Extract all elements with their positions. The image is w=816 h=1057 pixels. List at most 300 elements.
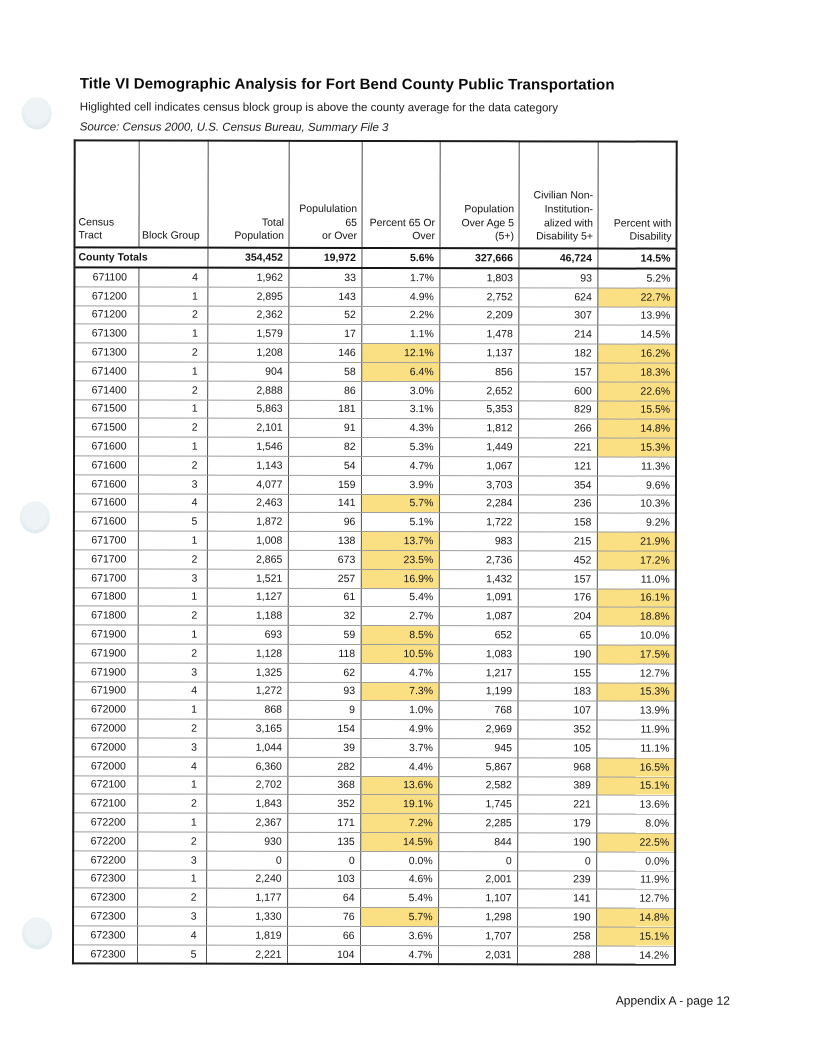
cell-census-tract: 671600 [74,437,138,456]
cell-census-tract: 671800 [74,587,138,606]
cell-total-population: 6,360 [206,757,287,776]
cell-census-tract: 671700 [74,569,138,588]
cell-census-tract: 671500 [74,418,138,437]
cell-percent-disability: 13.9% [596,701,675,720]
cell-block-group: 1 [137,700,206,719]
cell-population-65-over: 103 [287,870,360,889]
cell-block-group: 4 [137,757,206,776]
cell-percent-65-over: 5.4% [361,588,439,607]
totals-total-population: 354,452 [207,248,288,268]
cell-block-group: 3 [138,475,207,494]
cell-civilian-disability: 221 [518,438,597,457]
cell-civilian-disability: 452 [518,551,597,570]
cell-block-group: 2 [138,381,207,400]
cell-percent-disability: 13.6% [596,795,675,814]
cell-civilian-disability: 307 [518,306,597,325]
cell-block-group: 3 [137,851,206,870]
cell-civilian-disability: 121 [518,457,597,476]
cell-block-group: 2 [137,719,206,738]
cell-population-65-over: 141 [288,494,361,513]
cell-total-population: 1,128 [207,644,288,663]
cell-percent-65-over: 6.4% [361,362,439,381]
cell-percent-disability: 0.0% [596,852,675,871]
cell-population-65-over: 17 [288,325,361,344]
cell-population-65-over: 368 [287,776,360,795]
cell-block-group: 2 [138,456,207,475]
cell-block-group: 4 [138,682,207,701]
cell-percent-disability: 12.7% [597,664,676,683]
cell-percent-65-over: 19.1% [360,795,438,814]
cell-total-population: 4,077 [207,475,288,494]
cell-civilian-disability: 288 [517,946,596,965]
cell-population-over-age-5: 2,284 [439,494,518,513]
cell-population-65-over: 52 [288,306,361,325]
cell-block-group: 1 [138,287,207,306]
cell-civilian-disability: 352 [517,720,596,739]
cell-total-population: 2,240 [206,870,287,889]
cell-population-65-over: 82 [288,438,361,457]
cell-census-tract: 671600 [74,456,138,475]
cell-percent-65-over: 5.7% [360,908,438,927]
cell-population-65-over: 146 [288,344,361,363]
table-row [74,381,676,401]
totals-civilian-disability: 46,724 [518,248,597,268]
source-citation: Source: Census 2000, U.S. Census Bureau, Summary File 3 [79,121,389,135]
cell-block-group: 1 [138,362,207,381]
cell-block-group: 1 [138,437,207,456]
cell-total-population: 1,872 [207,513,288,532]
cell-census-tract: 671400 [74,381,138,400]
cell-total-population: 1,546 [207,437,288,456]
cell-percent-65-over: 4.9% [361,287,439,306]
table-row [73,794,675,814]
cell-civilian-disability: 65 [518,626,597,645]
cell-percent-disability: 18.8% [597,607,676,626]
cell-population-65-over: 257 [288,569,361,588]
hole-punch [22,917,52,949]
cell-civilian-disability: 389 [517,776,596,795]
cell-population-over-age-5: 2,001 [438,870,517,889]
cell-census-tract: 671700 [74,550,138,569]
cell-percent-65-over: 1.7% [361,268,439,287]
column-header-census-tract: Census Tract [74,140,138,247]
cell-census-tract: 671700 [74,531,138,550]
cell-total-population: 1,272 [207,682,288,701]
table-row [74,625,676,645]
table-row [73,738,675,758]
cell-block-group: 2 [138,418,207,437]
cell-census-tract: 672200 [73,832,137,851]
cell-population-65-over: 91 [288,419,361,438]
table-row [74,343,676,363]
highlight-legend-note: Higlighted cell indicates census block group is above the county average for the data category [79,101,558,115]
cell-census-tract: 671900 [74,625,138,644]
cell-percent-65-over: 5.4% [360,889,438,908]
cell-percent-65-over: 0.0% [360,851,438,870]
cell-total-population: 2,362 [207,306,288,325]
table-row [73,832,675,852]
cell-total-population: 2,895 [207,287,288,306]
cell-population-over-age-5: 2,652 [439,381,518,400]
table-row [73,719,675,739]
cell-percent-65-over: 3.1% [361,400,439,419]
table-row [74,531,676,551]
cell-population-65-over: 143 [288,287,361,306]
cell-total-population: 1,325 [207,663,288,682]
table-row [73,926,675,946]
cell-percent-disability: 14.8% [596,908,675,927]
cell-percent-disability: 11.0% [597,570,676,589]
table-row [74,644,676,664]
cell-population-over-age-5: 768 [438,701,517,720]
cell-population-65-over: 62 [288,663,361,682]
cell-population-over-age-5: 1,137 [439,344,518,363]
cell-block-group: 2 [138,550,207,569]
cell-civilian-disability: 183 [518,682,597,701]
cell-census-tract: 671500 [74,399,138,418]
cell-census-tract: 672200 [73,851,137,870]
cell-percent-disability: 15.5% [597,401,676,420]
cell-percent-disability: 15.3% [597,683,676,702]
cell-total-population: 1,188 [207,607,288,626]
cell-population-over-age-5: 1,107 [438,889,517,908]
cell-percent-disability: 11.3% [597,457,676,476]
cell-total-population: 3,165 [206,719,287,738]
cell-census-tract: 672300 [73,945,137,964]
cell-total-population: 1,127 [207,588,288,607]
cell-civilian-disability: 182 [518,344,597,363]
cell-total-population: 1,330 [206,907,287,926]
cell-percent-disability: 17.2% [597,551,676,570]
cell-total-population: 1,843 [206,794,287,813]
cell-percent-65-over: 8.5% [361,626,439,645]
cell-civilian-disability: 0 [517,852,596,871]
cell-population-over-age-5: 983 [439,532,518,551]
cell-population-65-over: 59 [288,625,361,644]
cell-civilian-disability: 157 [518,570,597,589]
cell-percent-65-over: 3.0% [361,381,439,400]
cell-census-tract: 671300 [74,343,138,362]
table-row [73,851,675,871]
cell-percent-disability: 11.1% [596,739,675,758]
cell-population-65-over: 32 [288,607,361,626]
table-row [74,475,676,495]
cell-percent-65-over: 2.7% [361,607,439,626]
column-header-population-over-age-5: Population Over Age 5 (5+) [439,141,518,248]
cell-census-tract: 671200 [74,287,138,306]
cell-percent-disability: 18.3% [597,363,676,382]
cell-census-tract: 672200 [73,813,137,832]
totals-population-65-over: 19,972 [288,248,361,268]
cell-civilian-disability: 105 [517,739,596,758]
cell-population-over-age-5: 1,707 [438,927,517,946]
totals-population-over-age-5: 327,666 [439,248,518,268]
cell-population-over-age-5: 1,722 [439,513,518,532]
cell-population-65-over: 282 [287,757,360,776]
cell-population-65-over: 61 [288,588,361,607]
cell-percent-65-over: 16.9% [361,569,439,588]
cell-census-tract: 672100 [73,794,137,813]
cell-civilian-disability: 93 [518,268,597,287]
county-totals-label: County Totals [74,247,207,267]
cell-census-tract: 672300 [73,907,137,926]
cell-block-group: 1 [137,813,206,832]
cell-civilian-disability: 236 [518,494,597,513]
cell-civilian-disability: 266 [518,419,597,438]
cell-census-tract: 671800 [74,606,138,625]
table-row [74,418,676,438]
cell-population-over-age-5: 2,285 [438,814,517,833]
cell-percent-disability: 9.6% [597,476,676,495]
cell-population-over-age-5: 1,449 [439,438,518,457]
cell-census-tract: 671200 [74,305,138,324]
cell-population-65-over: 39 [287,738,360,757]
table-row [74,606,676,626]
cell-population-65-over: 138 [288,531,361,550]
cell-census-tract: 672000 [73,738,137,757]
cell-civilian-disability: 107 [517,701,596,720]
cell-percent-65-over: 13.6% [360,776,438,795]
cell-civilian-disability: 258 [517,927,596,946]
cell-population-over-age-5: 3,703 [439,475,518,494]
cell-percent-disability: 17.5% [597,645,676,664]
cell-total-population: 2,221 [206,945,287,964]
cell-civilian-disability: 155 [518,664,597,683]
table-row [73,757,675,777]
cell-population-over-age-5: 945 [438,739,517,758]
cell-population-over-age-5: 2,582 [438,776,517,795]
page-title: Title VI Demographic Analysis for Fort Bend County Public Transportation [79,75,615,94]
cell-civilian-disability: 239 [517,870,596,889]
cell-population-65-over: 118 [288,644,361,663]
cell-civilian-disability: 157 [518,363,597,382]
cell-census-tract: 671100 [74,267,138,286]
cell-civilian-disability: 204 [518,607,597,626]
cell-total-population: 2,101 [207,419,288,438]
cell-total-population: 1,008 [207,531,288,550]
cell-block-group: 2 [138,606,207,625]
cell-percent-disability: 10.3% [597,495,676,514]
cell-civilian-disability: 600 [518,382,597,401]
table-row [74,493,676,513]
cell-total-population: 1,962 [207,268,288,287]
cell-block-group: 2 [137,794,206,813]
column-header-total-population: Total Population [207,141,288,248]
cell-percent-65-over: 14.5% [360,832,438,851]
cell-block-group: 3 [137,907,206,926]
cell-population-65-over: 352 [287,795,360,814]
cell-total-population: 1,177 [206,888,287,907]
cell-population-over-age-5: 1,217 [439,663,518,682]
cell-civilian-disability: 221 [517,795,596,814]
cell-population-over-age-5: 0 [438,851,517,870]
cell-percent-disability: 16.5% [596,758,675,777]
cell-percent-65-over: 5.1% [361,513,439,532]
cell-total-population: 1,521 [207,569,288,588]
cell-population-65-over: 135 [287,832,360,851]
cell-civilian-disability: 215 [518,532,597,551]
cell-population-over-age-5: 2,969 [438,720,517,739]
table-row [74,550,676,570]
table-row [73,869,675,889]
cell-percent-disability: 21.9% [597,532,676,551]
table-row [74,362,676,382]
cell-percent-65-over: 4.9% [360,720,438,739]
cell-block-group: 3 [137,738,206,757]
cell-population-65-over: 76 [287,907,360,926]
cell-population-65-over: 96 [288,513,361,532]
cell-total-population: 0 [206,851,287,870]
cell-population-over-age-5: 1,745 [438,795,517,814]
cell-population-65-over: 0 [287,851,360,870]
hole-punch [22,97,52,129]
cell-civilian-disability: 190 [517,908,596,927]
cell-census-tract: 671600 [74,475,138,494]
cell-population-65-over: 64 [287,889,360,908]
cell-census-tract: 671300 [74,324,138,343]
cell-percent-65-over: 1.0% [360,701,438,720]
cell-percent-65-over: 4.6% [360,870,438,889]
cell-percent-disability: 14.8% [597,419,676,438]
table-row [74,267,676,288]
cell-percent-65-over: 5.7% [361,494,439,513]
cell-civilian-disability: 190 [518,645,597,664]
cell-population-over-age-5: 1,083 [439,645,518,664]
cell-block-group: 2 [138,343,207,362]
cell-percent-65-over: 4.4% [360,757,438,776]
cell-civilian-disability: 968 [517,758,596,777]
cell-population-over-age-5: 1,812 [439,419,518,438]
cell-percent-disability: 13.9% [597,307,676,326]
table-row [74,569,676,589]
table-row [74,663,676,683]
cell-population-over-age-5: 1,067 [439,457,518,476]
cell-census-tract: 672000 [73,757,137,776]
cell-total-population: 2,463 [207,494,288,513]
cell-percent-65-over: 3.9% [361,475,439,494]
column-header-percent-65-over: Percent 65 Or Over [361,141,439,248]
table-header [74,140,676,248]
cell-population-over-age-5: 2,752 [439,287,518,306]
cell-civilian-disability: 190 [517,833,596,852]
cell-percent-65-over: 23.5% [361,550,439,569]
cell-percent-65-over: 3.6% [360,926,438,945]
cell-population-65-over: 54 [288,456,361,475]
cell-percent-65-over: 12.1% [361,344,439,363]
cell-civilian-disability: 214 [518,325,597,344]
cell-percent-65-over: 5.3% [361,438,439,457]
cell-block-group: 1 [138,324,207,343]
column-header-block-group: Block Group [138,141,207,248]
cell-population-over-age-5: 1,087 [439,607,518,626]
cell-percent-65-over: 3.7% [360,738,438,757]
cell-block-group: 1 [138,588,207,607]
cell-census-tract: 671600 [74,512,138,531]
cell-civilian-disability: 624 [518,288,597,307]
cell-total-population: 2,367 [206,813,287,832]
demographics-table [72,139,678,966]
cell-block-group: 5 [138,512,207,531]
cell-civilian-disability: 158 [518,513,597,532]
table-row [74,681,676,701]
cell-block-group: 3 [138,663,207,682]
cell-population-65-over: 33 [288,268,361,287]
column-header-population-65-over: Popululation 65 or Over [288,141,361,248]
hole-punch [20,501,50,533]
cell-percent-65-over: 7.2% [360,814,438,833]
cell-total-population: 2,865 [207,550,288,569]
cell-percent-65-over: 4.7% [360,945,438,964]
cell-block-group: 1 [138,625,207,644]
table-row [73,775,675,795]
totals-percent-65-over: 5.6% [361,248,439,268]
cell-percent-disability: 16.2% [597,344,676,363]
cell-block-group: 1 [138,531,207,550]
cell-population-65-over: 9 [287,701,360,720]
cell-total-population: 1,819 [206,926,287,945]
cell-block-group: 1 [137,776,206,795]
cell-civilian-disability: 141 [517,889,596,908]
cell-population-65-over: 86 [288,381,361,400]
cell-percent-disability: 16.1% [597,589,676,608]
cell-population-over-age-5: 844 [438,833,517,852]
cell-census-tract: 672300 [73,926,137,945]
cell-total-population: 5,863 [207,400,288,419]
cell-population-over-age-5: 856 [439,363,518,382]
cell-percent-65-over: 2.2% [361,306,439,325]
cell-civilian-disability: 829 [518,400,597,419]
cell-census-tract: 672000 [73,700,137,719]
cell-percent-65-over: 7.3% [361,682,439,701]
table-row [74,287,676,307]
cell-population-65-over: 159 [288,475,361,494]
cell-total-population: 1,143 [207,456,288,475]
cell-percent-65-over: 10.5% [361,644,439,663]
page-number-footer: Appendix A - page 12 [615,993,730,1008]
cell-census-tract: 671900 [74,644,138,663]
cell-total-population: 930 [206,832,287,851]
cell-total-population: 868 [206,700,287,719]
cell-block-group: 2 [138,306,207,325]
cell-population-65-over: 66 [287,926,360,945]
table-row [74,587,676,607]
cell-block-group: 2 [137,832,206,851]
cell-population-over-age-5: 1,298 [438,908,517,927]
cell-percent-disability: 15.3% [597,438,676,457]
cell-population-over-age-5: 1,478 [439,325,518,344]
cell-population-over-age-5: 2,736 [439,551,518,570]
cell-percent-disability: 14.2% [596,946,675,965]
table-row [74,437,676,457]
table-row [74,399,676,419]
cell-total-population: 1,044 [206,738,287,757]
cell-census-tract: 672000 [73,719,137,738]
cell-total-population: 2,702 [206,776,287,795]
cell-block-group: 3 [138,569,207,588]
cell-percent-65-over: 4.3% [361,419,439,438]
cell-civilian-disability: 354 [518,476,597,495]
table-row [73,888,675,908]
cell-percent-disability: 22.7% [597,288,676,307]
cell-population-over-age-5: 1,091 [439,588,518,607]
cell-population-over-age-5: 2,031 [438,945,517,964]
cell-population-over-age-5: 652 [439,626,518,645]
cell-percent-65-over: 4.7% [361,456,439,475]
table-body [73,247,676,965]
cell-population-65-over: 181 [288,400,361,419]
cell-census-tract: 671400 [74,362,138,381]
cell-census-tract: 672300 [73,869,137,888]
